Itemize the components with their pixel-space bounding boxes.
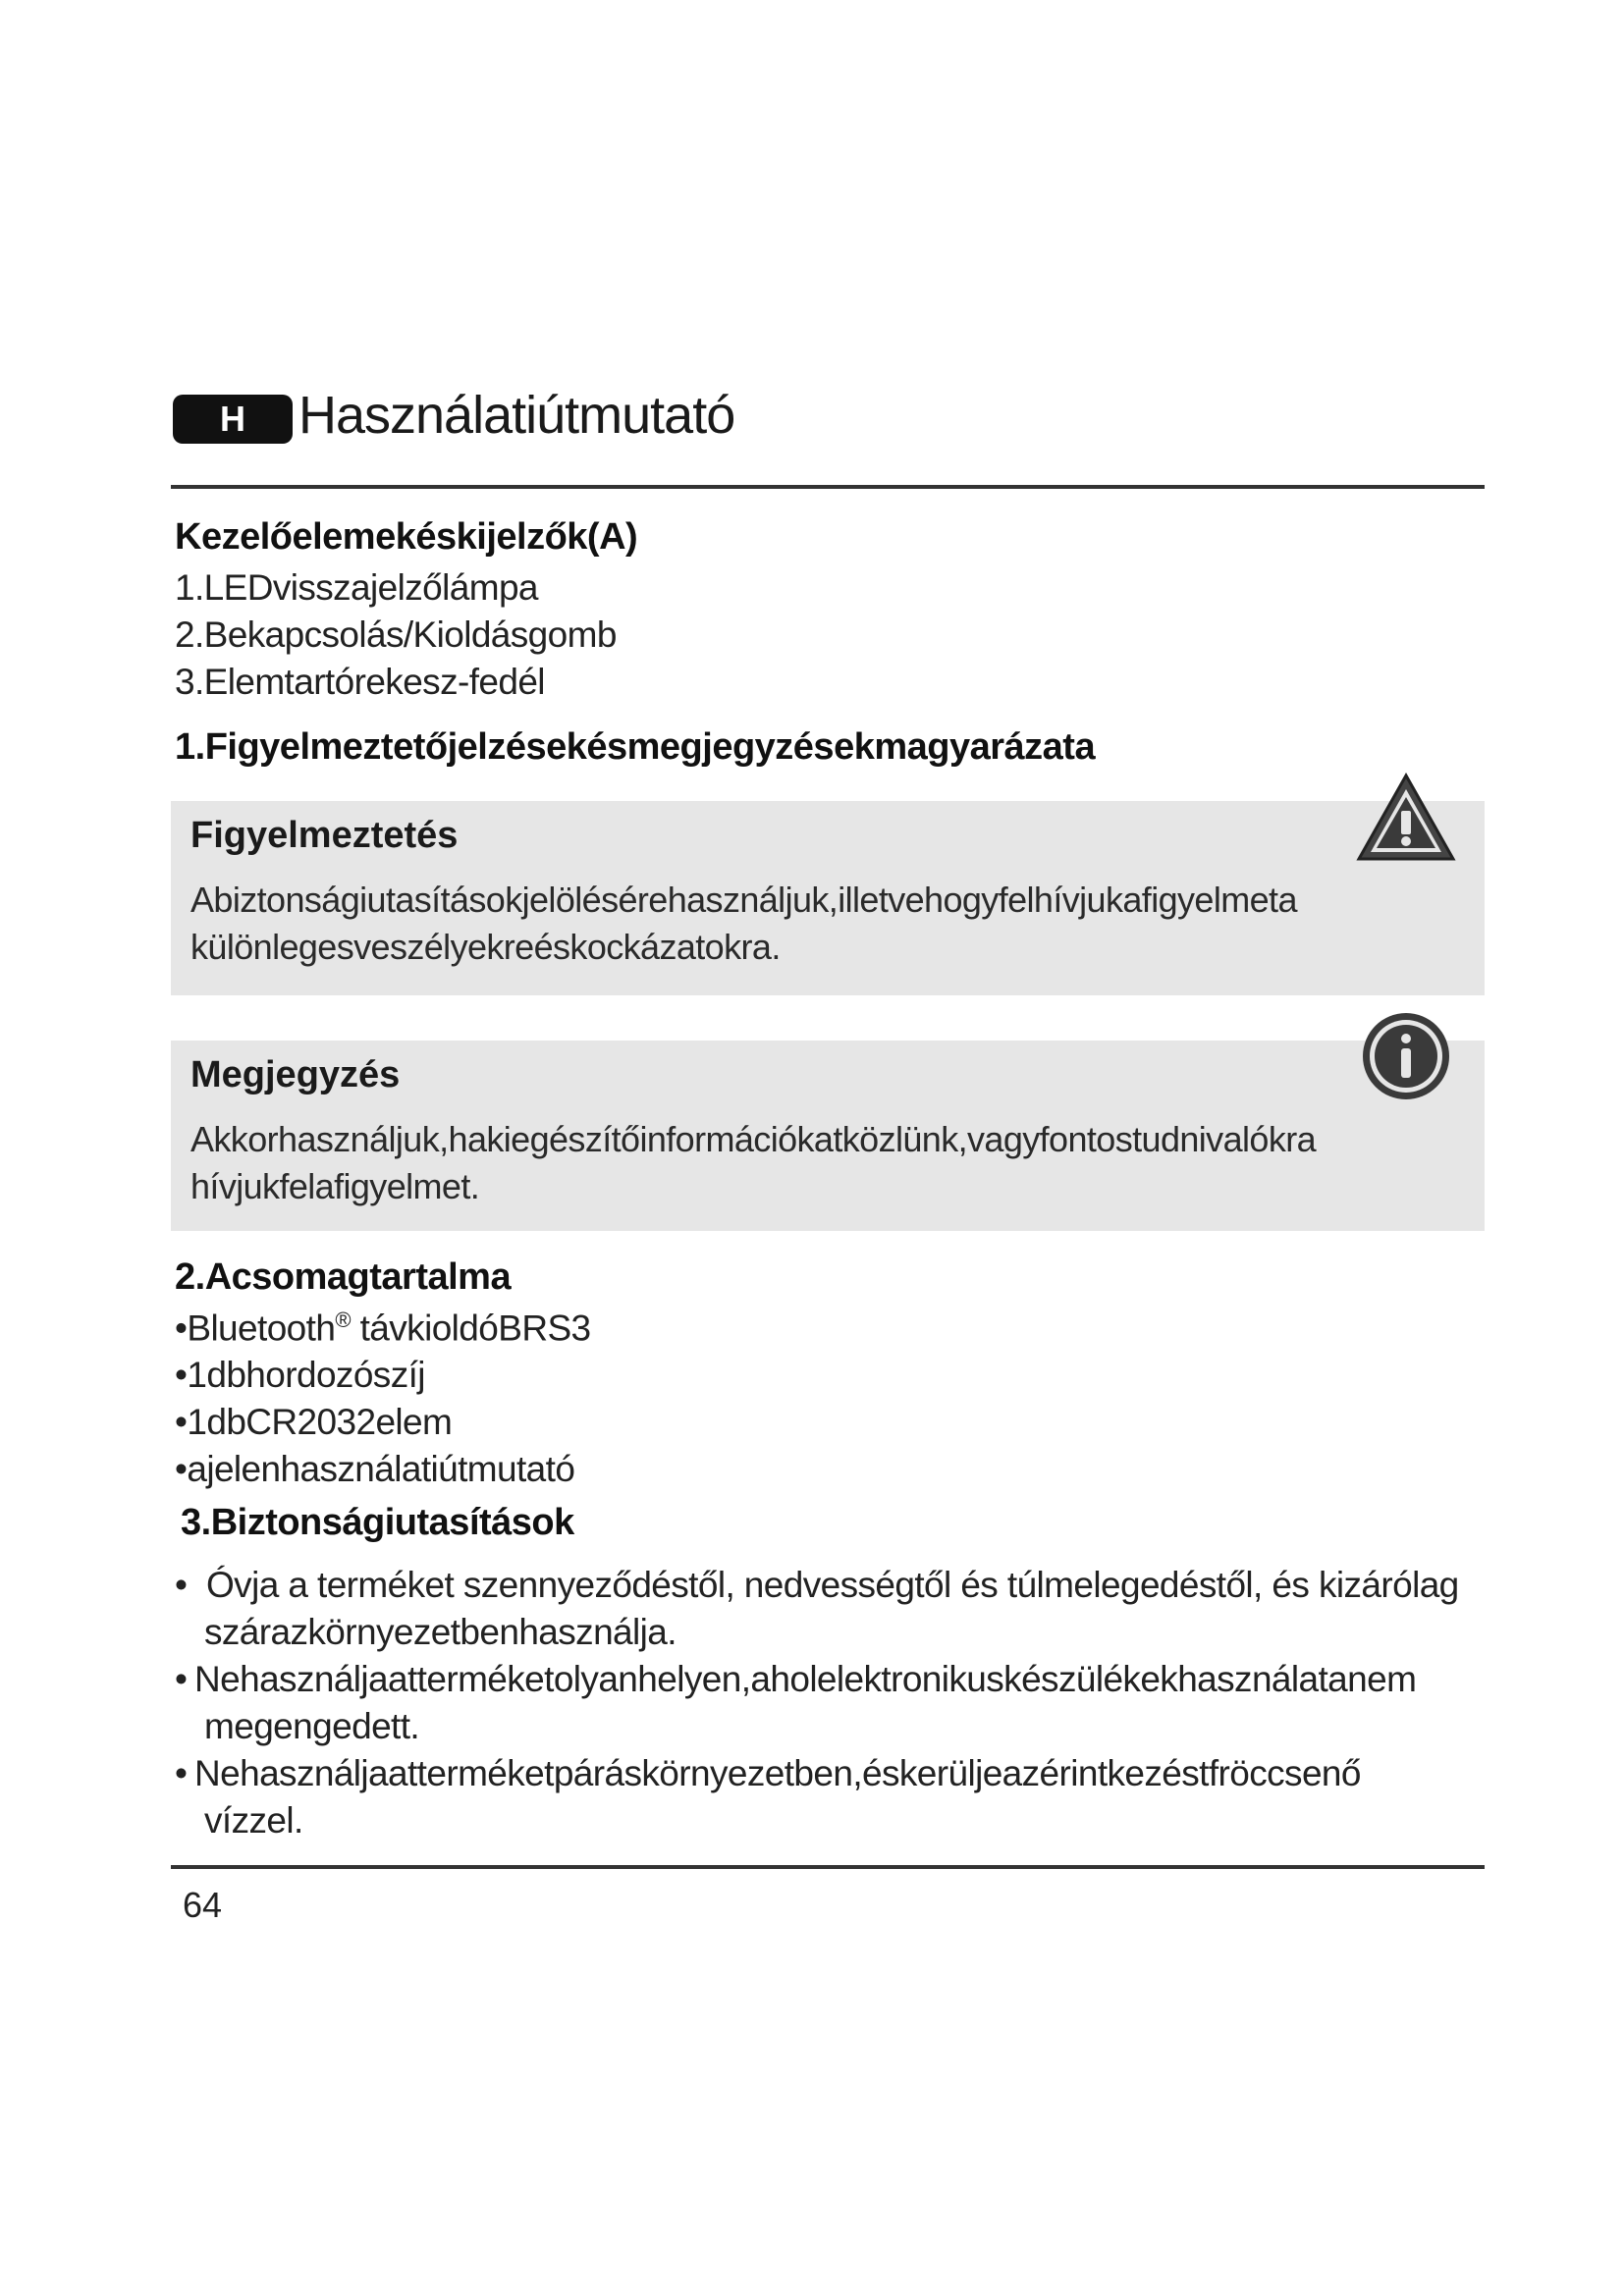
language-badge: H [173,395,293,444]
page-number: 64 [183,1885,223,1925]
package-item [175,1449,574,1490]
safety-item-3-line-2: vízzel. [204,1800,303,1841]
bottom-divider [171,1865,1485,1869]
safety-bullet: • [175,1659,188,1699]
safety-item-2-line-1: Nehasználjaatterméketolyanhelyen,aholelektronikuskészülékekhasználatanem [194,1659,1417,1699]
note-text-line-1: Akkorhasználjuk,hakiegészítőinformációkatközlünk,vagyfontostudnivalókra [190,1119,1317,1159]
info-icon [1359,1009,1453,1103]
safety-item-1-line-2: szárazkörnyezetbenhasználja. [204,1612,677,1652]
package-item [175,1402,452,1443]
note-title: Megjegyzés [190,1054,401,1095]
section2-heading: 2.Acsomagtartalma [175,1256,512,1298]
safety-item-3-line-1: Nehasználjaatterméketpáráskörnyezetben,éskerüljeazérintkezéstfröccsenő [194,1753,1361,1793]
package-item [175,1355,425,1396]
item-text: ajelenhasználatiútmutató [187,1449,575,1489]
bullet: • [175,1355,188,1395]
item-text: 1dbhordozószíj [187,1355,425,1395]
item-text: Bluetooth [187,1308,336,1349]
warning-text-line-2: különlegesveszélyekreéskockázatokra. [190,927,781,967]
item-text: 1dbCR2032elem [187,1402,453,1442]
item-text-rest: távkioldóBRS3 [350,1308,591,1349]
note-text-line-2: hívjukfelafigyelmet. [190,1166,480,1206]
page-title: Használatiútmutató [298,386,735,445]
warning-title: Figyelmeztetés [190,815,459,856]
safety-bullet: • [175,1565,188,1605]
bullet: • [175,1402,188,1442]
safety-item-1-line-1: Óvja a terméket szennyeződéstől, nedvességtől és túlmelegedéstől, és kizárólag [206,1565,1459,1605]
warning-text-line-1: Abiztonságiutasításokjelölésérehasználjuk,illetvehogyfelhívjukafigyelmeta [190,880,1297,920]
controls-item-1: 1.LEDvisszajelzőlámpa [175,567,538,608]
section1-heading: 1.Figyelmeztetőjelzésekésmegjegyzésekmagyarázata [175,726,1096,768]
section3-heading: 3.Biztonságiutasítások [181,1502,574,1543]
safety-item-2-line-2: megengedett. [204,1706,420,1746]
top-divider [171,485,1485,489]
bullet: • [175,1308,188,1349]
bullet: • [175,1449,188,1489]
controls-item-2: 2.Bekapcsolás/Kioldásgomb [175,614,617,655]
controls-item-3: 3.Elemtartórekesz-fedél [175,662,545,702]
controls-heading: Kezelőelemekéskijelzők(A) [175,516,638,558]
registered-mark: ® [335,1308,351,1332]
warning-triangle-icon [1355,772,1457,864]
safety-bullet: • [175,1753,188,1793]
package-item [175,1308,591,1349]
